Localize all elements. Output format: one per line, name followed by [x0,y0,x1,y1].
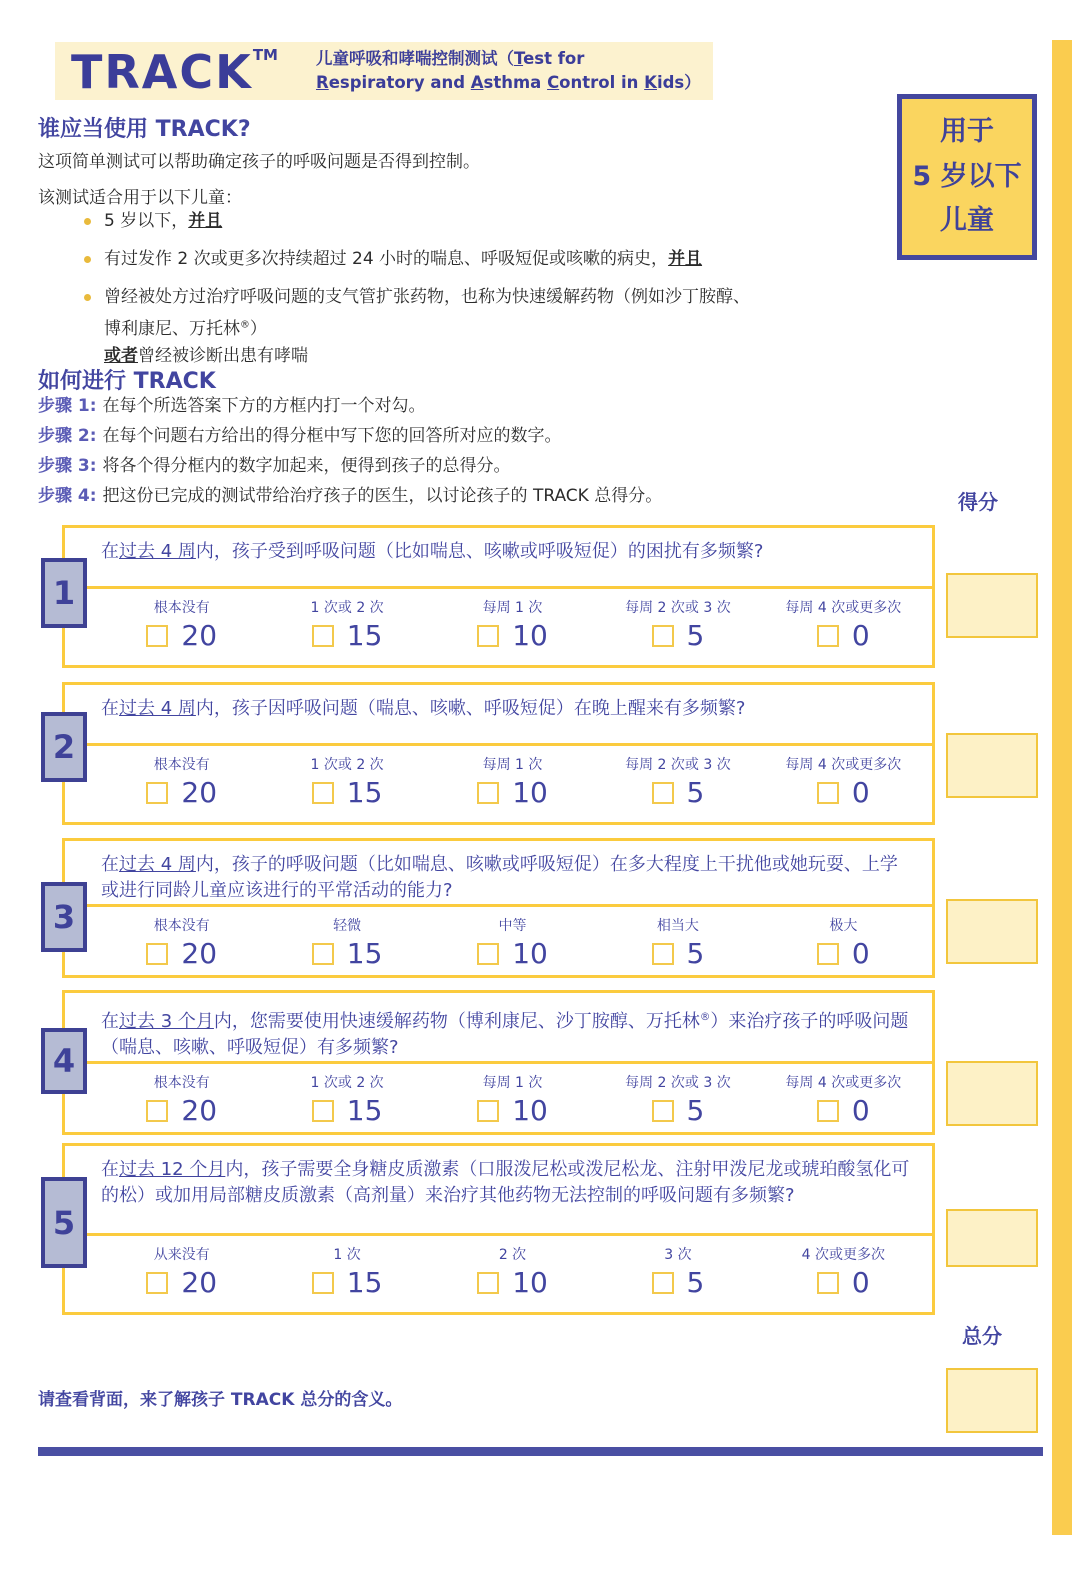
option-pair [146,1094,218,1127]
step-text: 将各个得分框内的数字加起来，便得到孩子的总得分。 [102,456,511,476]
question-2-box [62,682,935,825]
option-score: 20 [181,776,218,809]
answer-checkbox[interactable] [146,782,168,804]
answer-checkbox[interactable] [312,943,334,965]
score-entry-box-1[interactable] [946,573,1038,638]
answer-checkbox[interactable] [146,625,168,647]
how-to-heading: 如何进行 TRACK [38,369,216,394]
option-pair [477,776,548,809]
bullet-text: 曾经被处方过治疗呼吸问题的支气管扩张药物，也称为快速缓解药物（例如沙丁胺醇、 博利康尼、万托林®） 或者曾经被诊断出患有哮喘 [104,287,750,366]
answer-option [264,1069,429,1128]
option-score: 10 [512,619,548,652]
option-pair [477,619,548,652]
option-label: 1 次或 2 次 [310,1075,384,1091]
option-label: 4 次或更多次 [801,1247,885,1263]
question-1-text: 在过去 4 周内，孩子受到呼吸问题（比如喘息、咳嗽或呼吸短促）的困扰有多频繁? [101,541,764,562]
option-score: 20 [181,1266,218,1299]
step-item [38,481,938,511]
answer-option [99,912,264,971]
option-pair [817,619,870,652]
question-5-text: 在过去 12 个月内，孩子需要全身糖皮质激素（口服泼尼松或泼尼松龙、注射甲泼尼龙或琥珀酸氢化可的松）或加用局部糖皮质激素（高剂量）来治疗其他药物无法控制的呼吸问题有多频繁? [101,1159,910,1206]
answer-option [761,594,926,661]
question-5-box [62,1143,935,1315]
steps-list [38,391,938,511]
bullet-icon [84,218,91,225]
trademark-symbol: TM [252,45,278,64]
option-score: 5 [686,937,705,970]
answer-checkbox[interactable] [312,625,334,647]
answer-checkbox[interactable] [312,782,334,804]
question-5-options [65,1236,932,1312]
bullet-item [100,284,920,370]
eligibility-bullet-list [100,208,920,381]
answer-checkbox[interactable] [477,625,499,647]
option-score: 5 [686,776,705,809]
total-score-entry-box[interactable] [946,1368,1038,1433]
answer-option [595,594,760,661]
right-accent-bar [1052,40,1072,1535]
option-score: 5 [686,1266,705,1299]
answer-checkbox[interactable] [652,1100,674,1122]
option-pair [817,937,870,970]
option-pair [312,1094,383,1127]
answer-option [761,1241,926,1308]
step-label: 步骤 2: [38,426,97,446]
question-4-options [65,1064,932,1132]
answer-option [595,751,760,818]
step-item [38,451,938,481]
bullet-icon [84,294,91,301]
option-pair [477,1266,548,1299]
option-pair [477,1094,548,1127]
question-2-text: 在过去 4 周内，孩子因呼吸问题（喘息、咳嗽、呼吸短促）在晚上醒来有多频繁? [101,698,746,719]
option-label: 1 次或 2 次 [310,757,384,773]
option-score: 0 [851,619,870,652]
answer-checkbox[interactable] [312,1272,334,1294]
option-pair [146,1266,218,1299]
step-text: 在每个问题右方给出的得分框中写下您的回答所对应的数字。 [102,426,562,446]
option-label: 轻微 [333,918,362,934]
option-pair [817,1266,870,1299]
option-pair [652,1094,705,1127]
answer-checkbox[interactable] [312,1100,334,1122]
bullet-text: 有过发作 2 次或更多次持续超过 24 小时的喘息、呼吸短促或咳嗽的病史，并且 [104,249,703,269]
option-label: 每周 1 次 [482,1075,543,1091]
question-2-options [65,746,932,822]
answer-option [430,912,595,971]
option-score: 15 [346,1266,383,1299]
footer-bar [38,1447,1043,1456]
answer-option [430,594,595,661]
answer-option [99,594,264,661]
question-1-box [62,525,935,668]
subtitle-line-1: 儿童呼吸和哮喘控制测试（Test for [315,49,585,69]
option-score: 15 [346,937,383,970]
option-score: 15 [346,619,383,652]
option-pair [146,619,218,652]
question-2-number: 2 [41,712,87,782]
option-pair [652,1266,705,1299]
question-3-box [62,838,935,978]
question-4-box [62,990,935,1135]
answer-option [264,1241,429,1308]
age-badge-line: 儿童 [940,205,994,237]
option-label: 每周 4 次或更多次 [785,757,902,773]
option-label: 根本没有 [153,757,210,773]
score-entry-box-2[interactable] [946,733,1038,798]
who-list-intro: 该测试适合用于以下儿童： [38,188,242,208]
answer-option [761,1069,926,1128]
track-logo [71,44,278,99]
answer-checkbox[interactable] [146,1272,168,1294]
answer-checkbox[interactable] [477,1100,499,1122]
subtitle-line-2: Respiratory and Asthma Control in Kids） [315,73,701,92]
option-score: 10 [512,1266,548,1299]
answer-option [430,1069,595,1128]
answer-checkbox[interactable] [146,943,168,965]
option-label: 每周 4 次或更多次 [785,600,902,616]
question-5-number: 5 [41,1177,87,1268]
option-label: 中等 [498,918,527,934]
option-pair [817,776,870,809]
step-label: 步骤 3: [38,456,97,476]
answer-option [99,1241,264,1308]
step-label: 步骤 4: [38,486,97,506]
option-label: 1 次或 2 次 [310,600,384,616]
option-score: 20 [181,937,218,970]
step-label: 步骤 1: [38,396,97,416]
option-label: 1 次 [333,1247,361,1263]
option-pair [312,937,383,970]
option-score: 20 [181,1094,218,1127]
answer-option [761,912,926,971]
age-badge-line: 用于 [940,116,994,148]
answer-option [595,912,760,971]
total-score-header: 总分 [962,1324,1002,1348]
option-label: 3 次 [664,1247,692,1263]
option-score: 5 [686,619,705,652]
track-logo-text: TRACK [71,44,253,99]
step-text: 在每个所选答案下方的方框内打一个对勾。 [102,396,426,416]
answer-option [430,751,595,818]
answer-option [430,1241,595,1308]
option-label: 根本没有 [153,600,210,616]
step-item [38,391,938,421]
option-score: 0 [851,1266,870,1299]
option-label: 极大 [829,918,858,934]
option-score: 20 [181,619,218,652]
score-column-header: 得分 [958,490,998,514]
header-band [55,42,713,100]
option-label: 从来没有 [153,1247,210,1263]
option-pair [477,937,548,970]
option-score: 15 [346,776,383,809]
bullet-item [100,208,920,235]
answer-checkbox[interactable] [817,1100,839,1122]
option-label: 根本没有 [153,918,210,934]
option-pair [146,776,218,809]
answer-checkbox[interactable] [477,943,499,965]
option-pair [652,776,705,809]
score-entry-box-3[interactable] [946,899,1038,964]
option-score: 10 [512,1094,548,1127]
score-entry-box-4[interactable] [946,1061,1038,1126]
option-label: 每周 2 次或 3 次 [625,600,731,616]
answer-option [264,912,429,971]
option-label: 每周 2 次或 3 次 [625,757,731,773]
answer-checkbox[interactable] [652,782,674,804]
answer-checkbox[interactable] [817,782,839,804]
option-score: 0 [851,776,870,809]
who-should-use-heading: 谁应当使用 TRACK? [38,117,251,142]
answer-checkbox[interactable] [652,1272,674,1294]
step-item [38,421,938,451]
answer-option [761,751,926,818]
answer-checkbox[interactable] [652,943,674,965]
option-label: 2 次 [498,1247,527,1263]
answer-checkbox[interactable] [817,943,839,965]
answer-checkbox[interactable] [817,1272,839,1294]
answer-checkbox[interactable] [477,1272,499,1294]
option-pair [312,1266,383,1299]
option-pair [817,1094,870,1127]
question-1-options [65,589,932,665]
question-3-number: 3 [41,882,87,952]
score-entry-box-5[interactable] [946,1209,1038,1267]
answer-option [595,1069,760,1128]
option-pair [652,937,705,970]
question-3-options [65,907,932,975]
bullet-text: 5 岁以下，并且 [104,211,223,231]
question-3-text: 在过去 4 周内，孩子的呼吸问题（比如喘息、咳嗽或呼吸短促）在多大程度上干扰他或她玩耍、上学或进行同龄儿童应该进行的平常活动的能力? [101,854,898,901]
footer-note: 请查看背面，来了解孩子 TRACK 总分的含义。 [38,1390,403,1410]
answer-option [99,1069,264,1128]
form-subtitle [316,47,701,95]
option-label: 每周 1 次 [482,757,543,773]
answer-checkbox[interactable] [146,1100,168,1122]
option-pair [146,937,218,970]
answer-checkbox[interactable] [817,625,839,647]
option-score: 15 [346,1094,383,1127]
age-badge-line: 5 岁以下 [912,160,1022,192]
answer-checkbox[interactable] [477,782,499,804]
question-4-text: 在过去 3 个月内，您需要使用快速缓解药物（博利康尼、沙丁胺醇、万托林®）来治疗孩子的呼吸问题（喘息、咳嗽、呼吸短促）有多频繁? [101,1011,909,1058]
step-text: 把这份已完成的测试带给治疗孩子的医生，以讨论孩子的 TRACK 总得分。 [102,486,663,506]
answer-option [264,751,429,818]
question-4-number: 4 [41,1028,87,1094]
option-label: 每周 1 次 [482,600,543,616]
bullet-item [100,246,920,273]
bullet-icon [84,256,91,263]
question-1-number: 1 [41,558,87,628]
answer-option [99,751,264,818]
option-pair [312,776,383,809]
answer-option [595,1241,760,1308]
answer-checkbox[interactable] [652,625,674,647]
option-label: 相当大 [656,918,699,934]
option-score: 0 [851,937,870,970]
option-score: 10 [512,776,548,809]
option-label: 每周 4 次或更多次 [785,1075,902,1091]
option-score: 0 [851,1094,870,1127]
option-pair [652,619,705,652]
answer-option [264,594,429,661]
option-label: 根本没有 [153,1075,210,1091]
option-pair [312,619,383,652]
option-label: 每周 2 次或 3 次 [625,1075,731,1091]
option-score: 5 [686,1094,705,1127]
who-intro-text: 这项简单测试可以帮助确定孩子的呼吸问题是否得到控制。 [38,152,480,172]
option-score: 10 [512,937,548,970]
